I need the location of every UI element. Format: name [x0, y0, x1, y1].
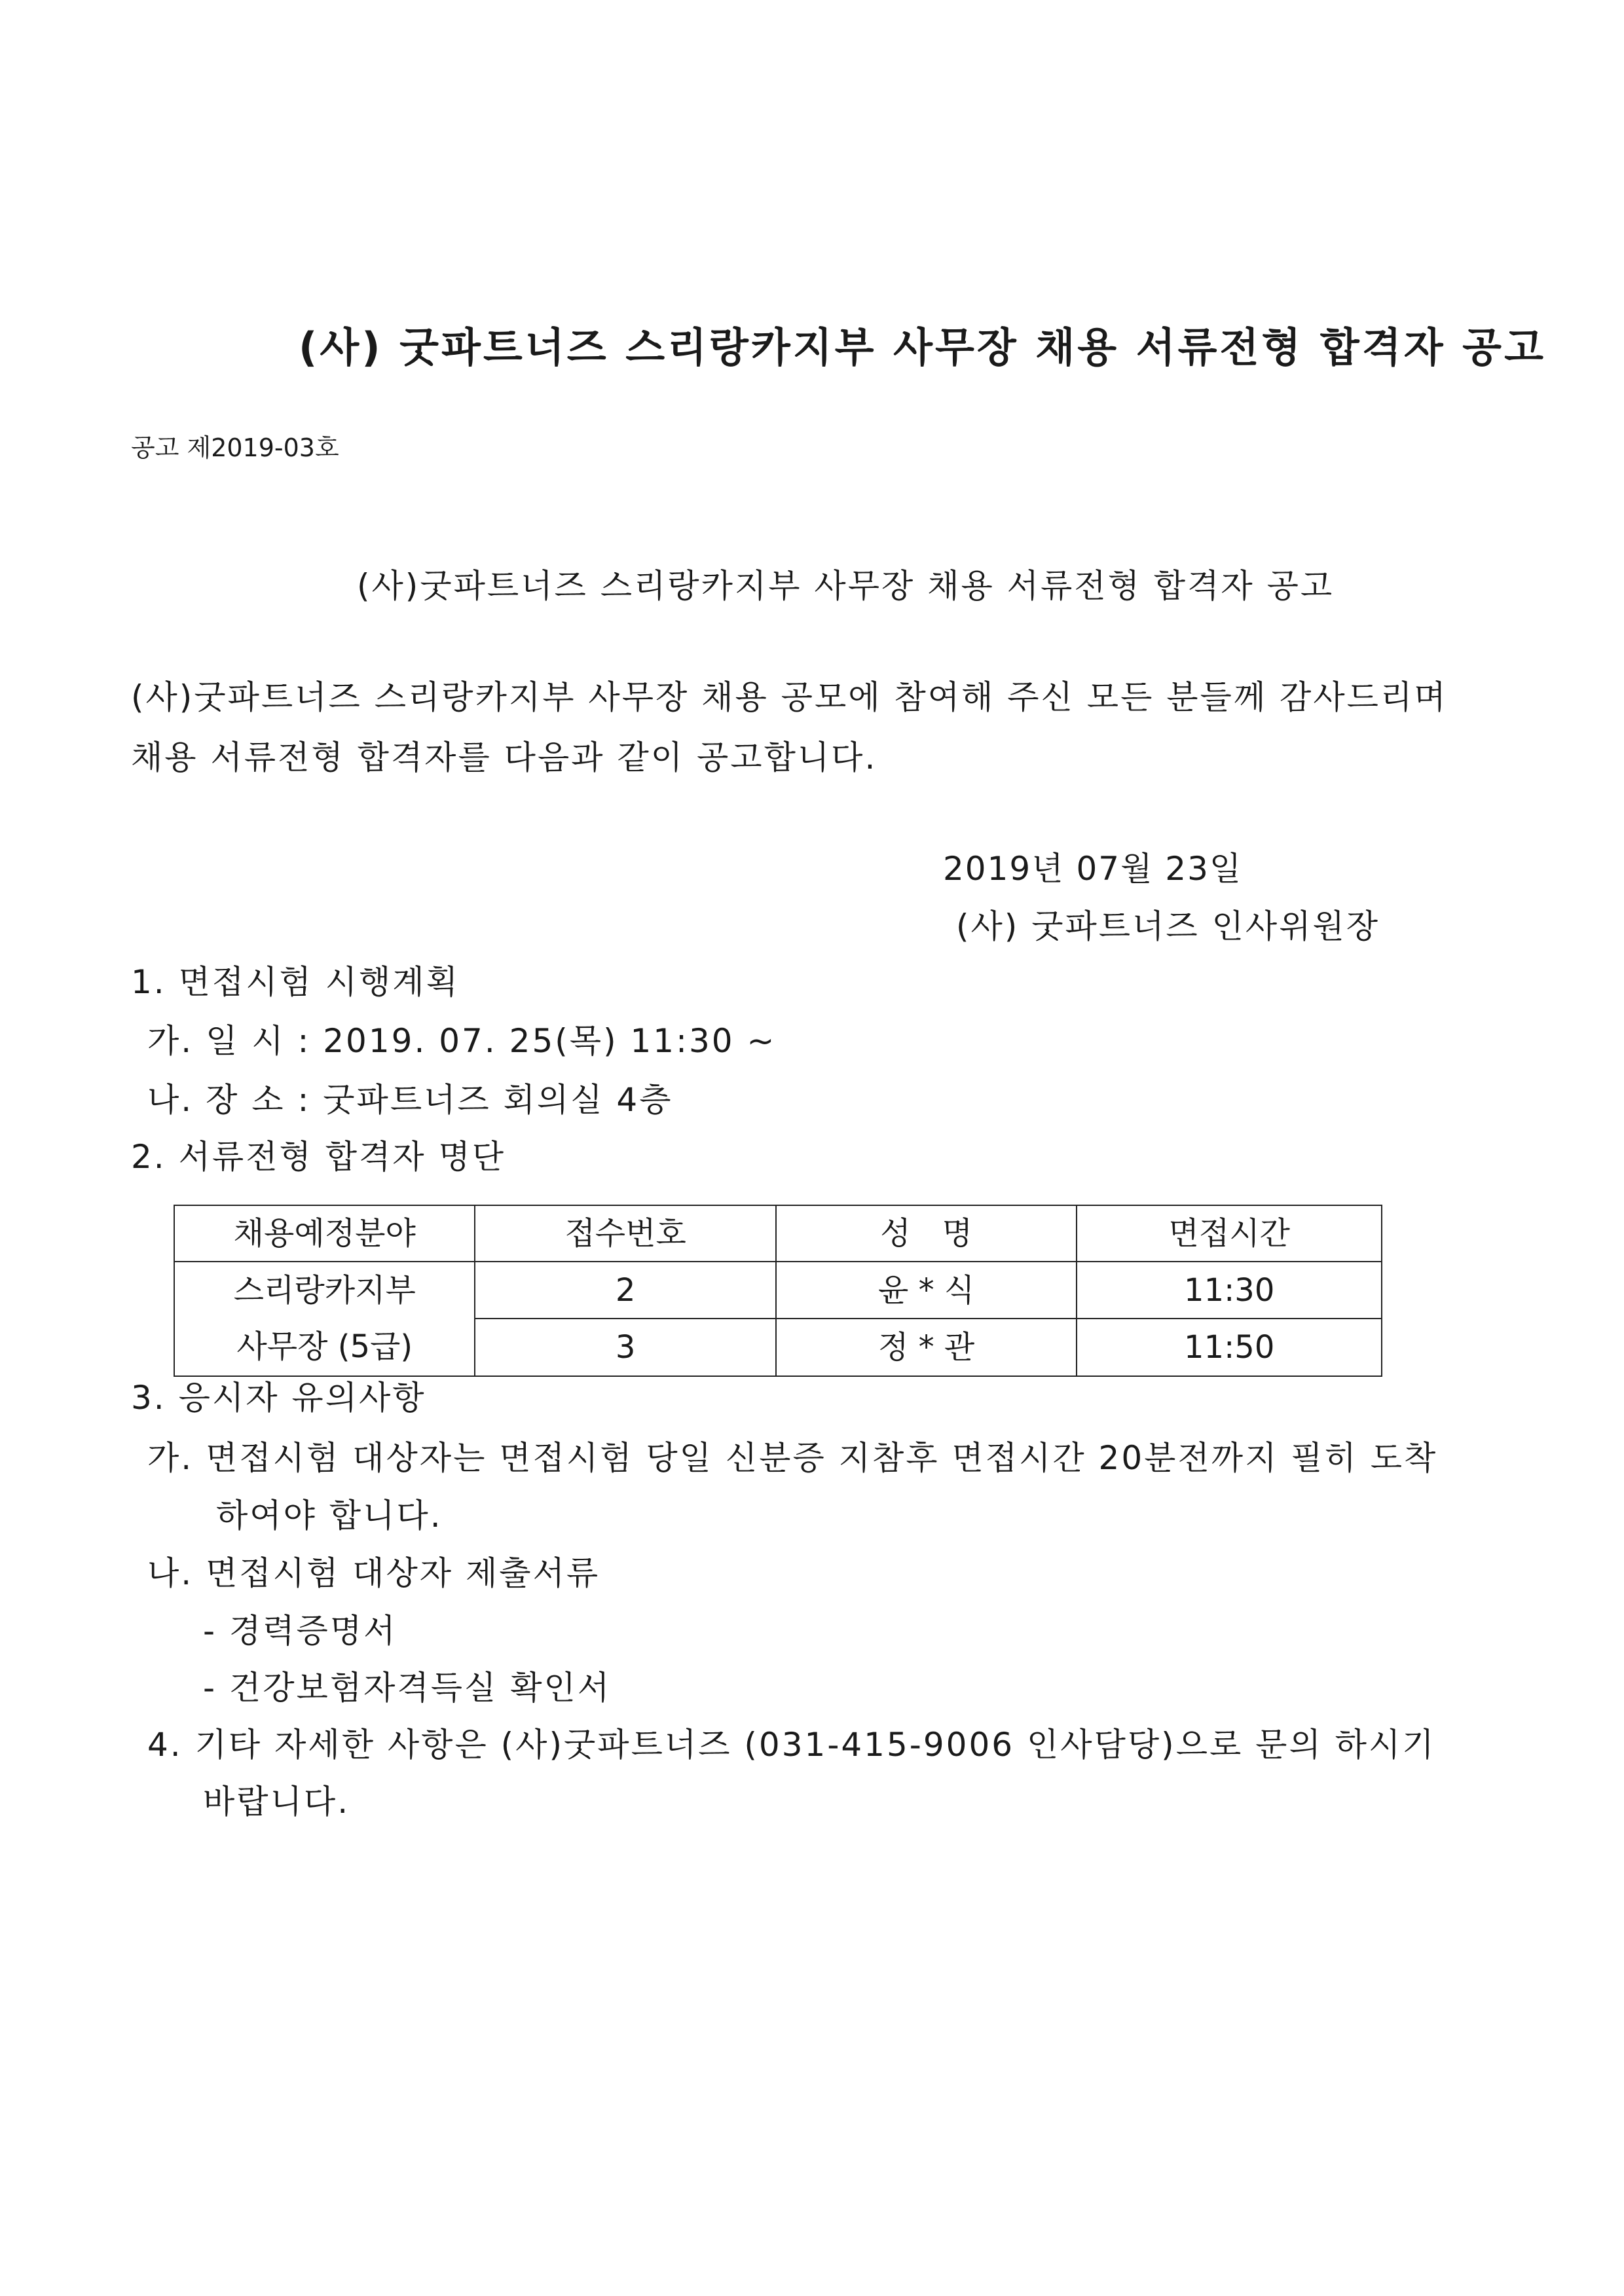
- document-item: - 경력증명서: [203, 1612, 397, 1650]
- document-subtitle: (사)굿파트너즈 스리랑카지부 사무장 채용 서류전형 합격자 공고: [357, 567, 1335, 605]
- section-4-line-2: 바랍니다.: [203, 1783, 350, 1821]
- interview-time: 11:50: [1077, 1319, 1382, 1376]
- applicant-name: 정 * 관: [776, 1319, 1077, 1376]
- applicant-table: [174, 1205, 1382, 1377]
- field-cell: [174, 1262, 475, 1376]
- section-1-heading: 1. 면접시험 시행계획: [131, 963, 460, 1001]
- table-row: [174, 1262, 1382, 1319]
- signer: (사) 굿파트너즈 인사위원장: [956, 907, 1380, 945]
- table-header-row: [174, 1205, 1382, 1262]
- applicant-number: 2: [475, 1262, 775, 1319]
- applicant-name: 윤 * 식: [776, 1262, 1077, 1319]
- header-name: 성 명: [776, 1205, 1077, 1262]
- note-a-line-1: 가. 면접시험 대상자는 면접시험 당일 신분증 지참후 면접시간 20분전까지 필히 도착: [147, 1439, 1438, 1477]
- section-3-heading: 3. 응시자 유의사항: [131, 1379, 426, 1417]
- applicant-number: 3: [475, 1319, 775, 1376]
- header-time: 면접시간: [1077, 1205, 1382, 1262]
- note-b: 나. 면접시험 대상자 제출서류: [147, 1554, 600, 1592]
- field-line-2: 사무장 (5급): [236, 1328, 413, 1366]
- section-4-line-1: 4. 기타 자세한 사항은 (사)굿파트너즈 (031-415-9006 인사담당)으로 문의 하시기: [147, 1726, 1436, 1764]
- intro-line-2: 채용 서류전형 합격자를 다음과 같이 공고합니다.: [131, 738, 877, 776]
- intro-line-1: (사)굿파트너즈 스리랑카지부 사무장 채용 공모에 참여해 주신 모든 분들께 감사드리며: [131, 678, 1448, 716]
- interview-time: 11:30: [1077, 1262, 1382, 1319]
- document-title: (사) 굿파트너즈 스리랑카지부 사무장 채용 서류전형 합격자 공고: [299, 323, 1546, 371]
- notice-number: 공고 제2019-03호: [131, 433, 339, 462]
- header-field: 채용예정분야: [174, 1205, 475, 1262]
- note-a-line-2: 하여야 합니다.: [216, 1497, 443, 1535]
- interview-datetime: 가. 일 시 : 2019. 07. 25(목) 11:30 ~: [147, 1022, 777, 1060]
- header-number: 접수번호: [475, 1205, 775, 1262]
- interview-location: 나. 장 소 : 굿파트너즈 회의실 4층: [147, 1081, 673, 1119]
- section-2-heading: 2. 서류전형 합격자 명단: [131, 1138, 506, 1176]
- document-item: - 건강보험자격득실 확인서: [203, 1669, 612, 1707]
- field-line-1: 스리랑카지부: [233, 1272, 416, 1309]
- notice-date: 2019년 07월 23일: [943, 850, 1243, 888]
